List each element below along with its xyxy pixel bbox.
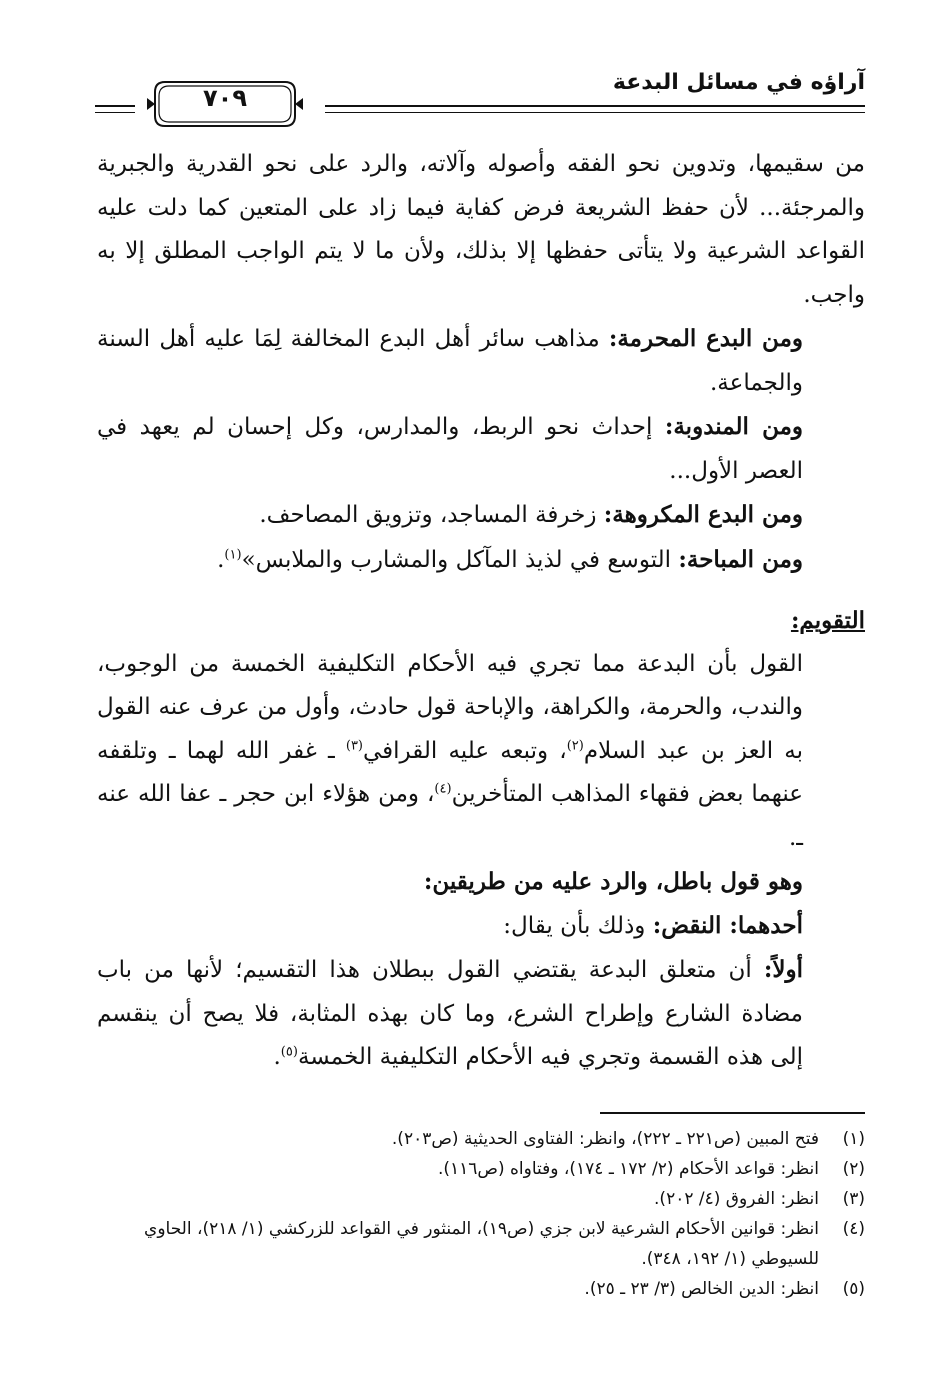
term-text: وذلك بأن يقال: xyxy=(503,912,653,939)
main-text xyxy=(97,143,865,1080)
paragraph-4 xyxy=(97,493,865,538)
page-header xyxy=(95,62,865,132)
term-text: إحداث نحو الربط، والمدارس، وكل إحسان لم يعهد في العصر الأول... xyxy=(97,414,803,484)
page-number: ٧٠٩ xyxy=(203,84,247,112)
footnote-ref[interactable]: (١) xyxy=(224,546,242,562)
term-label: أولاً: xyxy=(763,956,803,983)
paragraph-3 xyxy=(97,405,865,493)
footnote-number: (٥) xyxy=(842,1279,865,1299)
footnote-item xyxy=(97,1154,865,1184)
paragraph-7: وهو قول باطل، والرد عليه من طريقين: xyxy=(423,868,803,895)
page-number-ornament xyxy=(145,76,305,132)
footnote-text: فتح المبين (ص٢٢١ ـ ٢٢٢)، وانظر: الفتاوى الحديثية (ص٢٠٣). xyxy=(391,1129,819,1149)
term-label: ومن المندوبة: xyxy=(664,413,803,440)
footnote-text: انظر: قوانين الأحكام الشرعية لابن جزي (ص١٩)، المنثور في القواعد للزركشي (١/ ٢١٨)، الحاوي للسيوطي (١/ ١٩٢، ٣٤٨). xyxy=(144,1219,819,1269)
footnote-item xyxy=(97,1274,865,1304)
term-label: ومن البدع المكروهة: xyxy=(603,501,803,528)
footnote-ref[interactable]: (٢) xyxy=(566,737,584,753)
header-rule xyxy=(325,105,865,113)
footnote-item xyxy=(97,1184,865,1214)
punctuation: . xyxy=(273,1044,281,1070)
paragraph-1: من سقيمها، وتدوين نحو الفقه وأصوله وآلاته، والرد على نحو القدرية والجبرية والمرجئة... لأن حفظ الشريعة فرض كفاية فيما زاد على المتعين كما دلت عليه القواعد الشرعية ولا يتأتى حفظها إلا بذلك، ولأن ما لا يتم الواجب المطلق إلا به واجب. xyxy=(97,151,865,308)
paragraph-9 xyxy=(97,948,865,1080)
footnote-number: (٢) xyxy=(842,1159,865,1179)
term-text: مذاهب سائر أهل البدع المخالفة لِمَا عليه أهل السنة والجماعة. xyxy=(97,326,803,396)
term-label: أحدهما: النقض: xyxy=(652,911,803,939)
footnote-number: (٣) xyxy=(842,1189,865,1209)
footnote-ref[interactable]: (٥) xyxy=(280,1044,298,1060)
section-heading: التقويم: xyxy=(790,607,865,634)
footnote-text: انظر: الفروق (٤/ ٢٠٢). xyxy=(654,1189,819,1209)
footnote-text: انظر: الدين الخالص (٣/ ٢٣ ـ ٢٥). xyxy=(584,1279,819,1299)
footnotes xyxy=(97,1124,865,1304)
footnote-ref[interactable]: (٣) xyxy=(345,737,363,753)
term-label: ومن المباحة: xyxy=(678,545,803,573)
paragraph-2 xyxy=(97,317,865,405)
footnote-text: انظر: قواعد الأحكام (٢/ ١٧٢ ـ ١٧٤)، وفتاواه (ص١١٦). xyxy=(437,1159,819,1179)
footnote-separator xyxy=(600,1112,865,1114)
text-run: ـ غفر الله لهما ـ وتلقفه عنهما بعض فقهاء المذاهب المتأخرين xyxy=(97,737,803,807)
header-rule-short xyxy=(95,105,135,113)
footnote-item xyxy=(97,1214,865,1274)
term-label: ومن البدع المحرمة: xyxy=(608,325,803,352)
paragraph-5 xyxy=(97,538,865,583)
text-run: القول بأن البدعة مما تجري فيه الأحكام التكليفية الخمسة من الوجوب، والندب، والحرمة، والكراهة، والإباحة قول حادث، وأول من عرف عنه القول به العز بن عبد السلام xyxy=(97,650,803,764)
footnote-ref[interactable]: (٤) xyxy=(434,781,452,797)
term-text: التوسع في لذيذ المآكل والمشارب والملابس» xyxy=(241,546,679,573)
footnote-number: (١) xyxy=(842,1129,865,1149)
text-run: ، وتبعه عليه القرافي xyxy=(363,737,567,764)
punctuation: . xyxy=(217,546,225,573)
paragraph-8 xyxy=(97,904,865,949)
text-run: ، ومن هؤلاء ابن حجر ـ عفا الله عنه ـ. xyxy=(97,781,803,851)
paragraph-6 xyxy=(97,643,865,861)
running-title: آراؤه في مسائل البدعة xyxy=(612,70,865,95)
footnote-number: (٤) xyxy=(842,1219,865,1239)
footnote-item xyxy=(97,1124,865,1154)
term-text: زخرفة المساجد، وتزويق المصاحف. xyxy=(259,502,604,528)
term-text: أن متعلق البدعة يقتضي القول ببطلان هذا التقسيم؛ لأنها من باب مضادة الشارع وإطراح الشرع، وما كان بهذه المثابة، فلا يصح أن ينقسم إلى هذه القسمة وتجري فيه الأحكام التكليفية الخمسة xyxy=(97,957,803,1070)
